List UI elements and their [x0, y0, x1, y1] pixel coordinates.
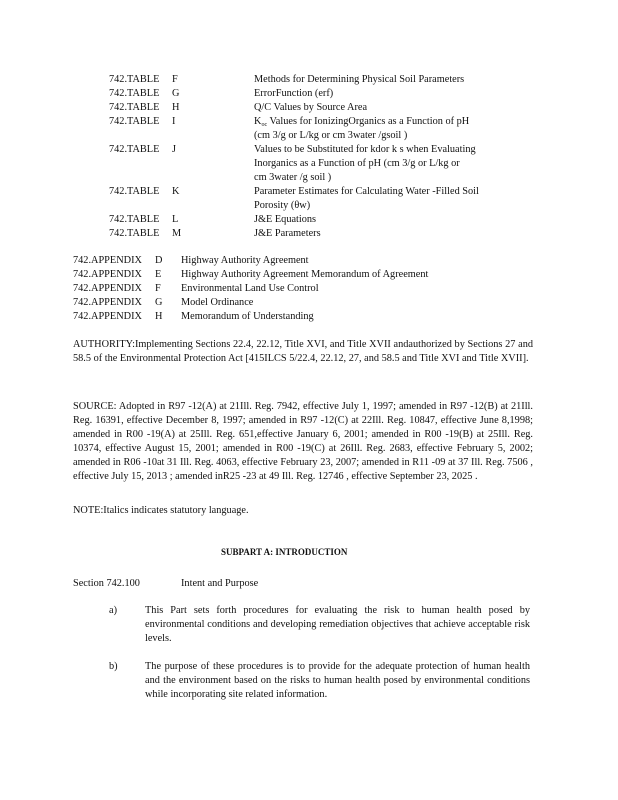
table-desc: Methods for Determining Physical Soil Parameters	[254, 74, 465, 85]
table-label: 742.TABLE	[109, 214, 160, 225]
table-desc-cont: Porosity (θw)	[254, 200, 311, 211]
table-label: 742.TABLE	[109, 228, 160, 239]
table-desc-cont: cm 3water /g soil )	[254, 172, 332, 183]
table-desc-cont: (cm 3/g or L/kg or cm 3water /gsoil )	[254, 130, 408, 141]
note-line: NOTE:Italics indicates statutory language.	[73, 505, 249, 516]
appendix-desc: Model Ordinance	[181, 297, 254, 308]
table-label: 742.TABLE	[109, 186, 160, 197]
table-letter: L	[172, 214, 179, 225]
item-letter: b)	[109, 661, 118, 672]
subpart-heading: SUBPART A: INTRODUCTION	[221, 547, 348, 557]
appendix-desc: Highway Authority Agreement Memorandum of Agreement	[181, 269, 429, 280]
appendix-label: 742.APPENDIX	[73, 269, 142, 280]
table-letter: H	[172, 102, 180, 113]
table-label: 742.TABLE	[109, 74, 160, 85]
section-number: Section 742.100	[73, 578, 140, 589]
appendix-letter: E	[155, 269, 162, 280]
table-label: 742.TABLE	[109, 102, 160, 113]
table-desc-cont: Inorganics as a Function of pH (cm 3/g or L/kg or	[254, 158, 460, 169]
table-desc: J&E Parameters	[254, 228, 321, 239]
table-label: 742.TABLE	[109, 116, 160, 127]
appendix-letter: H	[155, 311, 163, 322]
table-desc: Parameter Estimates for Calculating Water -Filled Soil	[254, 186, 479, 197]
table-desc: J&E Equations	[254, 214, 317, 225]
appendix-label: 742.APPENDIX	[73, 255, 142, 266]
appendix-letter: D	[155, 255, 163, 266]
table-letter: G	[172, 88, 180, 99]
table-letter: I	[172, 116, 176, 127]
appendix-desc: Environmental Land Use Control	[181, 283, 319, 294]
appendix-letter: F	[155, 283, 161, 294]
table-label: 742.TABLE	[109, 144, 160, 155]
item-text: This Part sets forth procedures for evaluating the risk to human health posed by environmental conditions and developing remediation objectives that achieve acceptable risk levels.	[145, 605, 530, 644]
table-letter: K	[172, 186, 180, 197]
appendix-desc: Highway Authority Agreement	[181, 255, 309, 266]
table-desc: Values to be Substituted for kdor k s when Evaluating	[254, 144, 476, 155]
appendix-label: 742.APPENDIX	[73, 283, 142, 294]
appendix-desc: Memorandum of Understanding	[181, 311, 314, 322]
table-letter: M	[172, 228, 182, 239]
table-letter: F	[172, 74, 178, 85]
table-label: 742.TABLE	[109, 88, 160, 99]
appendix-letter: G	[155, 297, 163, 308]
table-letter: J	[172, 144, 177, 155]
item-letter: a)	[109, 605, 117, 616]
table-desc: Koc Values for IonizingOrganics as a Function of pH	[254, 116, 470, 128]
section-title: Intent and Purpose	[181, 578, 259, 589]
authority-paragraph: AUTHORITY:Implementing Sections 22.4, 22.12, Title XVI, and Title XVII andauthorized by Sections 27 and 58.5 of the Environmental Protection Act [415ILCS 5/22.4, 22.12, 27, and 58.5 and Title XVI and Title XVII].	[73, 339, 533, 364]
appendix-label: 742.APPENDIX	[73, 311, 142, 322]
appendix-label: 742.APPENDIX	[73, 297, 142, 308]
source-paragraph: SOURCE: Adopted in R97 -12(A) at 21Ill. Reg. 7942, effective July 1, 1997; amended in R97 -12(B) at 21Ill. Reg. 16391, effective December 8, 1997; amended in R97 -12(C) at 22Ill. Reg. 10847, effective June 8,1998; amended in R00 -19(A) at 25Ill. Reg. 651,effective January 6, 2001; amended in R00 -19(B) at 25Ill. Reg. 10374, effective August 15, 2001; amended in R00 -19(C) at 26Ill. Reg. 2683, effective February 5, 2002; amended in R06 -10at 31 Ill. Reg. 4063, effective February 23, 2007; amended in R11 -09 at 37 Ill. Reg. 7506 , effective July 15, 2013 ; amended inR25 -23 at 49 Ill. Reg. 12746 , effective September 23, 2025 .	[73, 401, 533, 482]
table-desc: ErrorFunction (erf)	[254, 88, 334, 99]
item-text: The purpose of these procedures is to provide for the adequate protection of human health and the environment based on the risks to human health posed by environmental conditions while incorporating site related information.	[145, 661, 530, 700]
table-desc: Q/C Values by Source Area	[254, 102, 368, 113]
